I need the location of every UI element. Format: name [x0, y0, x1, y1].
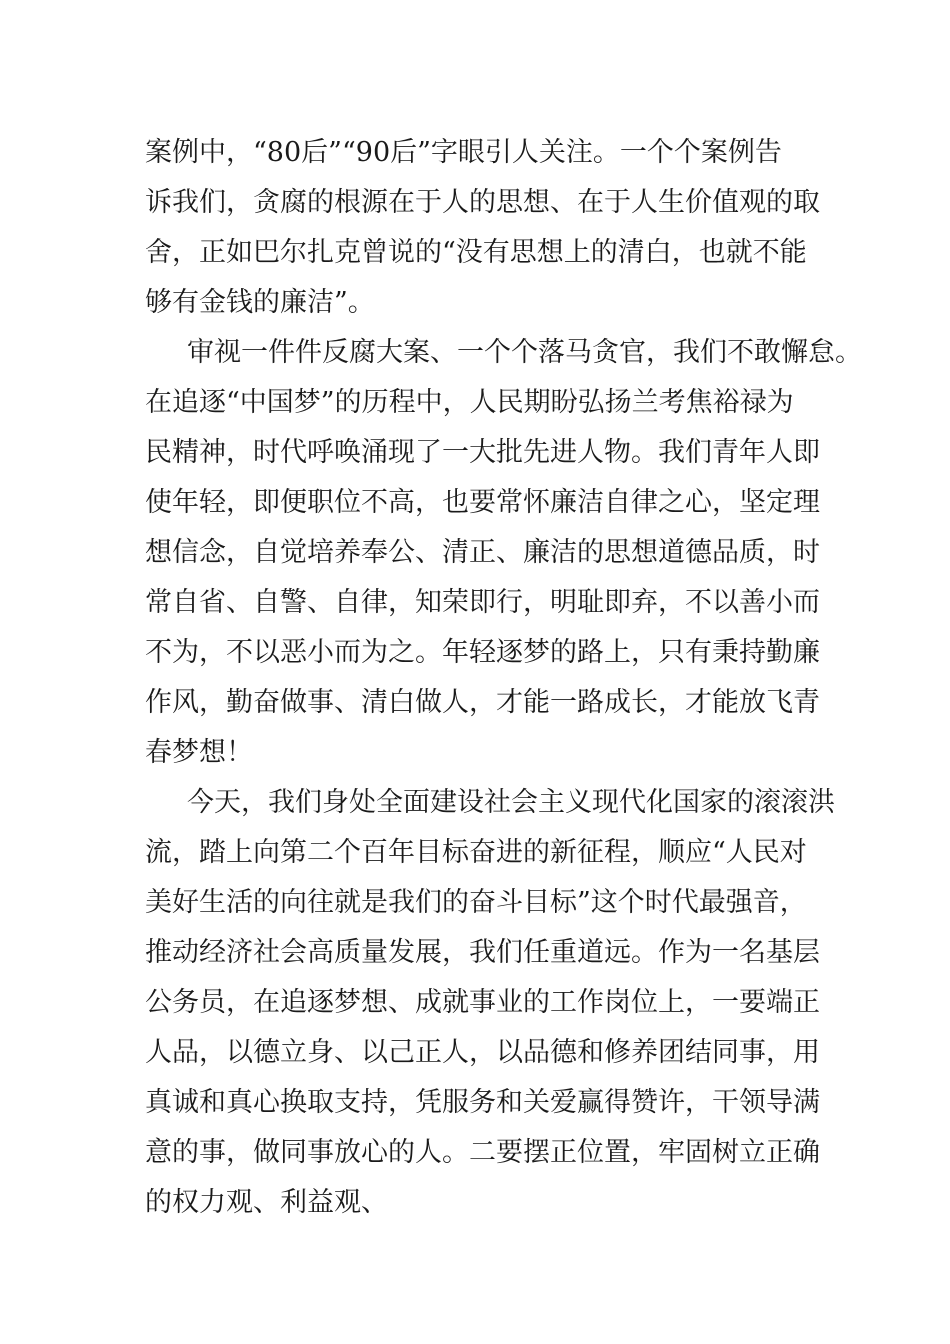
paragraph-line: 在追逐“中国梦”的历程中，人民期盼弘扬兰考焦裕禄为 — [145, 387, 794, 418]
paragraph-line: 美好生活的向往就是我们的奋斗目标”这个时代最强音， — [145, 887, 807, 918]
paragraph-2 — [145, 328, 862, 778]
paragraph-line: 推动经济社会高质量发展，我们任重道远。作为一名基层 — [145, 937, 820, 968]
paragraph-line: 作风，勤奋做事、清白做人，才能一路成长，才能放飞青 — [145, 687, 820, 718]
paragraph-line: 舍，正如巴尔扎克曾说的“没有思想上的清白，也就不能 — [145, 237, 807, 268]
paragraph-1 — [145, 128, 820, 328]
paragraph-line: 人品，以德立身、以己正人，以品德和修养团结同事，用 — [145, 1037, 820, 1068]
paragraph-line: 案例中，“80后”“90后”字眼引人关注。一个个案例告 — [145, 137, 782, 168]
document-body — [145, 128, 862, 1228]
paragraph-line: 常自省、自警、自律，知荣即行，明耻即弃，不以善小而 — [145, 587, 820, 618]
paragraph-line: 今天，我们身处全面建设社会主义现代化国家的滚滚洪 — [187, 787, 835, 818]
paragraph-line: 够有金钱的廉洁”。 — [145, 287, 375, 318]
paragraph-3 — [145, 778, 835, 1228]
paragraph-line: 审视一件件反腐大案、一个个落马贪官，我们不敢懈怠。 — [187, 337, 862, 368]
paragraph-line: 民精神，时代呼唤涌现了一大批先进人物。我们青年人即 — [145, 437, 820, 468]
paragraph-line: 流，踏上向第二个百年目标奋进的新征程，顺应“人民对 — [145, 837, 807, 868]
paragraph-line: 使年轻，即便职位不高，也要常怀廉洁自律之心，坚定理 — [145, 487, 820, 518]
paragraph-line: 真诚和真心换取支持，凭服务和关爱赢得赞许，干领导满 — [145, 1087, 820, 1118]
paragraph-line: 想信念，自觉培养奉公、清正、廉洁的思想道德品质，时 — [145, 537, 820, 568]
paragraph-line: 公务员，在追逐梦想、成就事业的工作岗位上，一要端正 — [145, 987, 820, 1018]
paragraph-line: 诉我们，贪腐的根源在于人的思想、在于人生价值观的取 — [145, 187, 820, 218]
paragraph-line: 的权力观、利益观、 — [145, 1187, 388, 1218]
paragraph-line: 春梦想！ — [145, 737, 253, 768]
paragraph-line: 不为，不以恶小而为之。年轻逐梦的路上，只有秉持勤廉 — [145, 637, 820, 668]
paragraph-line: 意的事，做同事放心的人。二要摆正位置，牢固树立正确 — [145, 1137, 820, 1168]
